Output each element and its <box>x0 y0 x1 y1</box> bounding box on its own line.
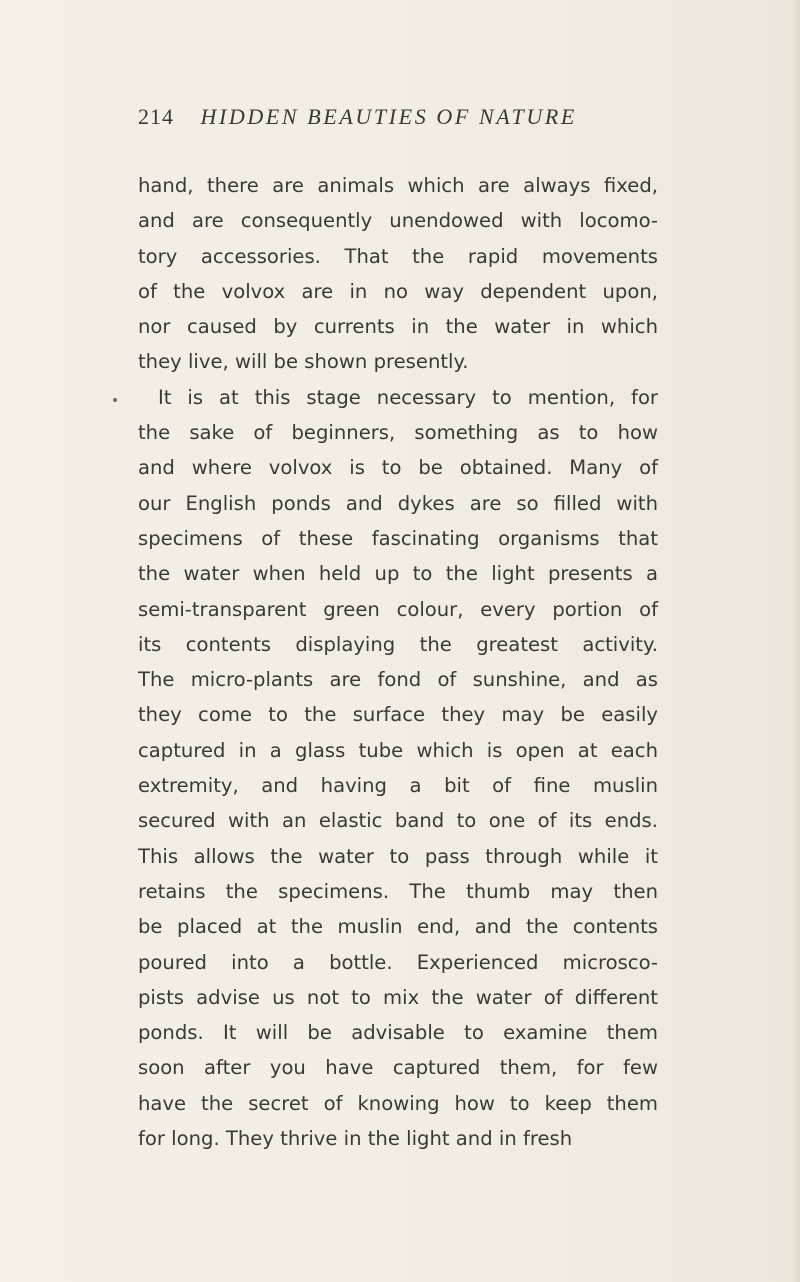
text-line: be placed at the muslin end, and the contents <box>138 915 658 939</box>
text-line: for long. They thrive in the light and in fresh <box>138 1127 573 1151</box>
running-title: HIDDEN BEAUTIES OF NATURE <box>200 104 577 129</box>
text-line: extremity, and having a bit of fine muslin <box>138 774 658 798</box>
text-line: retains the specimens. The thumb may then <box>138 879 658 903</box>
text-line: the sake of beginners, something as to how <box>138 421 658 445</box>
text-line: This allows the water to pass through while it <box>138 844 658 868</box>
text-line: nor caused by currents in the water in which <box>138 315 658 339</box>
text-line: It is at this stage necessary to mention, for <box>158 385 658 409</box>
text-line: specimens of these fascinating organisms that <box>138 526 658 550</box>
text-line: captured in a glass tube which is open at each <box>138 738 658 762</box>
text-line: poured into a bottle. Experienced microsco- <box>138 950 658 974</box>
text-line: they live, will be shown presently. <box>138 350 469 374</box>
text-line: its contents displaying the greatest activity. <box>138 632 658 656</box>
text-line: The micro-plants are fond of sunshine, and as <box>138 668 658 692</box>
text-line: semi-transparent green colour, every portion of <box>138 597 658 621</box>
body-text <box>138 168 658 1156</box>
text-line: secured with an elastic band to one of its ends. <box>138 809 658 833</box>
text-line: and are consequently unendowed with locomo- <box>138 209 658 233</box>
text-line: of the volvox are in no way dependent upon, <box>138 279 658 303</box>
text-line: tory accessories. That the rapid movements <box>138 244 658 268</box>
page-edge-shadow <box>790 0 800 1282</box>
text-line: hand, there are animals which are always fixed, <box>138 174 658 197</box>
text-line: they come to the surface they may be easily <box>138 703 658 727</box>
text-line: the water when held up to the light presents a <box>138 562 658 586</box>
page-header <box>138 104 638 144</box>
text-line: pists advise us not to mix the water of different <box>138 985 658 1009</box>
text-line: ponds. It will be advisable to examine them <box>138 1021 658 1045</box>
text-line: our English ponds and dykes are so filled with <box>138 491 658 515</box>
margin-mark <box>113 398 117 402</box>
text-line: have the secret of knowing how to keep them <box>138 1091 658 1115</box>
page-number: 214 <box>138 104 174 129</box>
text-line: soon after you have captured them, for few <box>138 1056 658 1080</box>
text-line: and where volvox is to be obtained. Many of <box>138 456 658 480</box>
